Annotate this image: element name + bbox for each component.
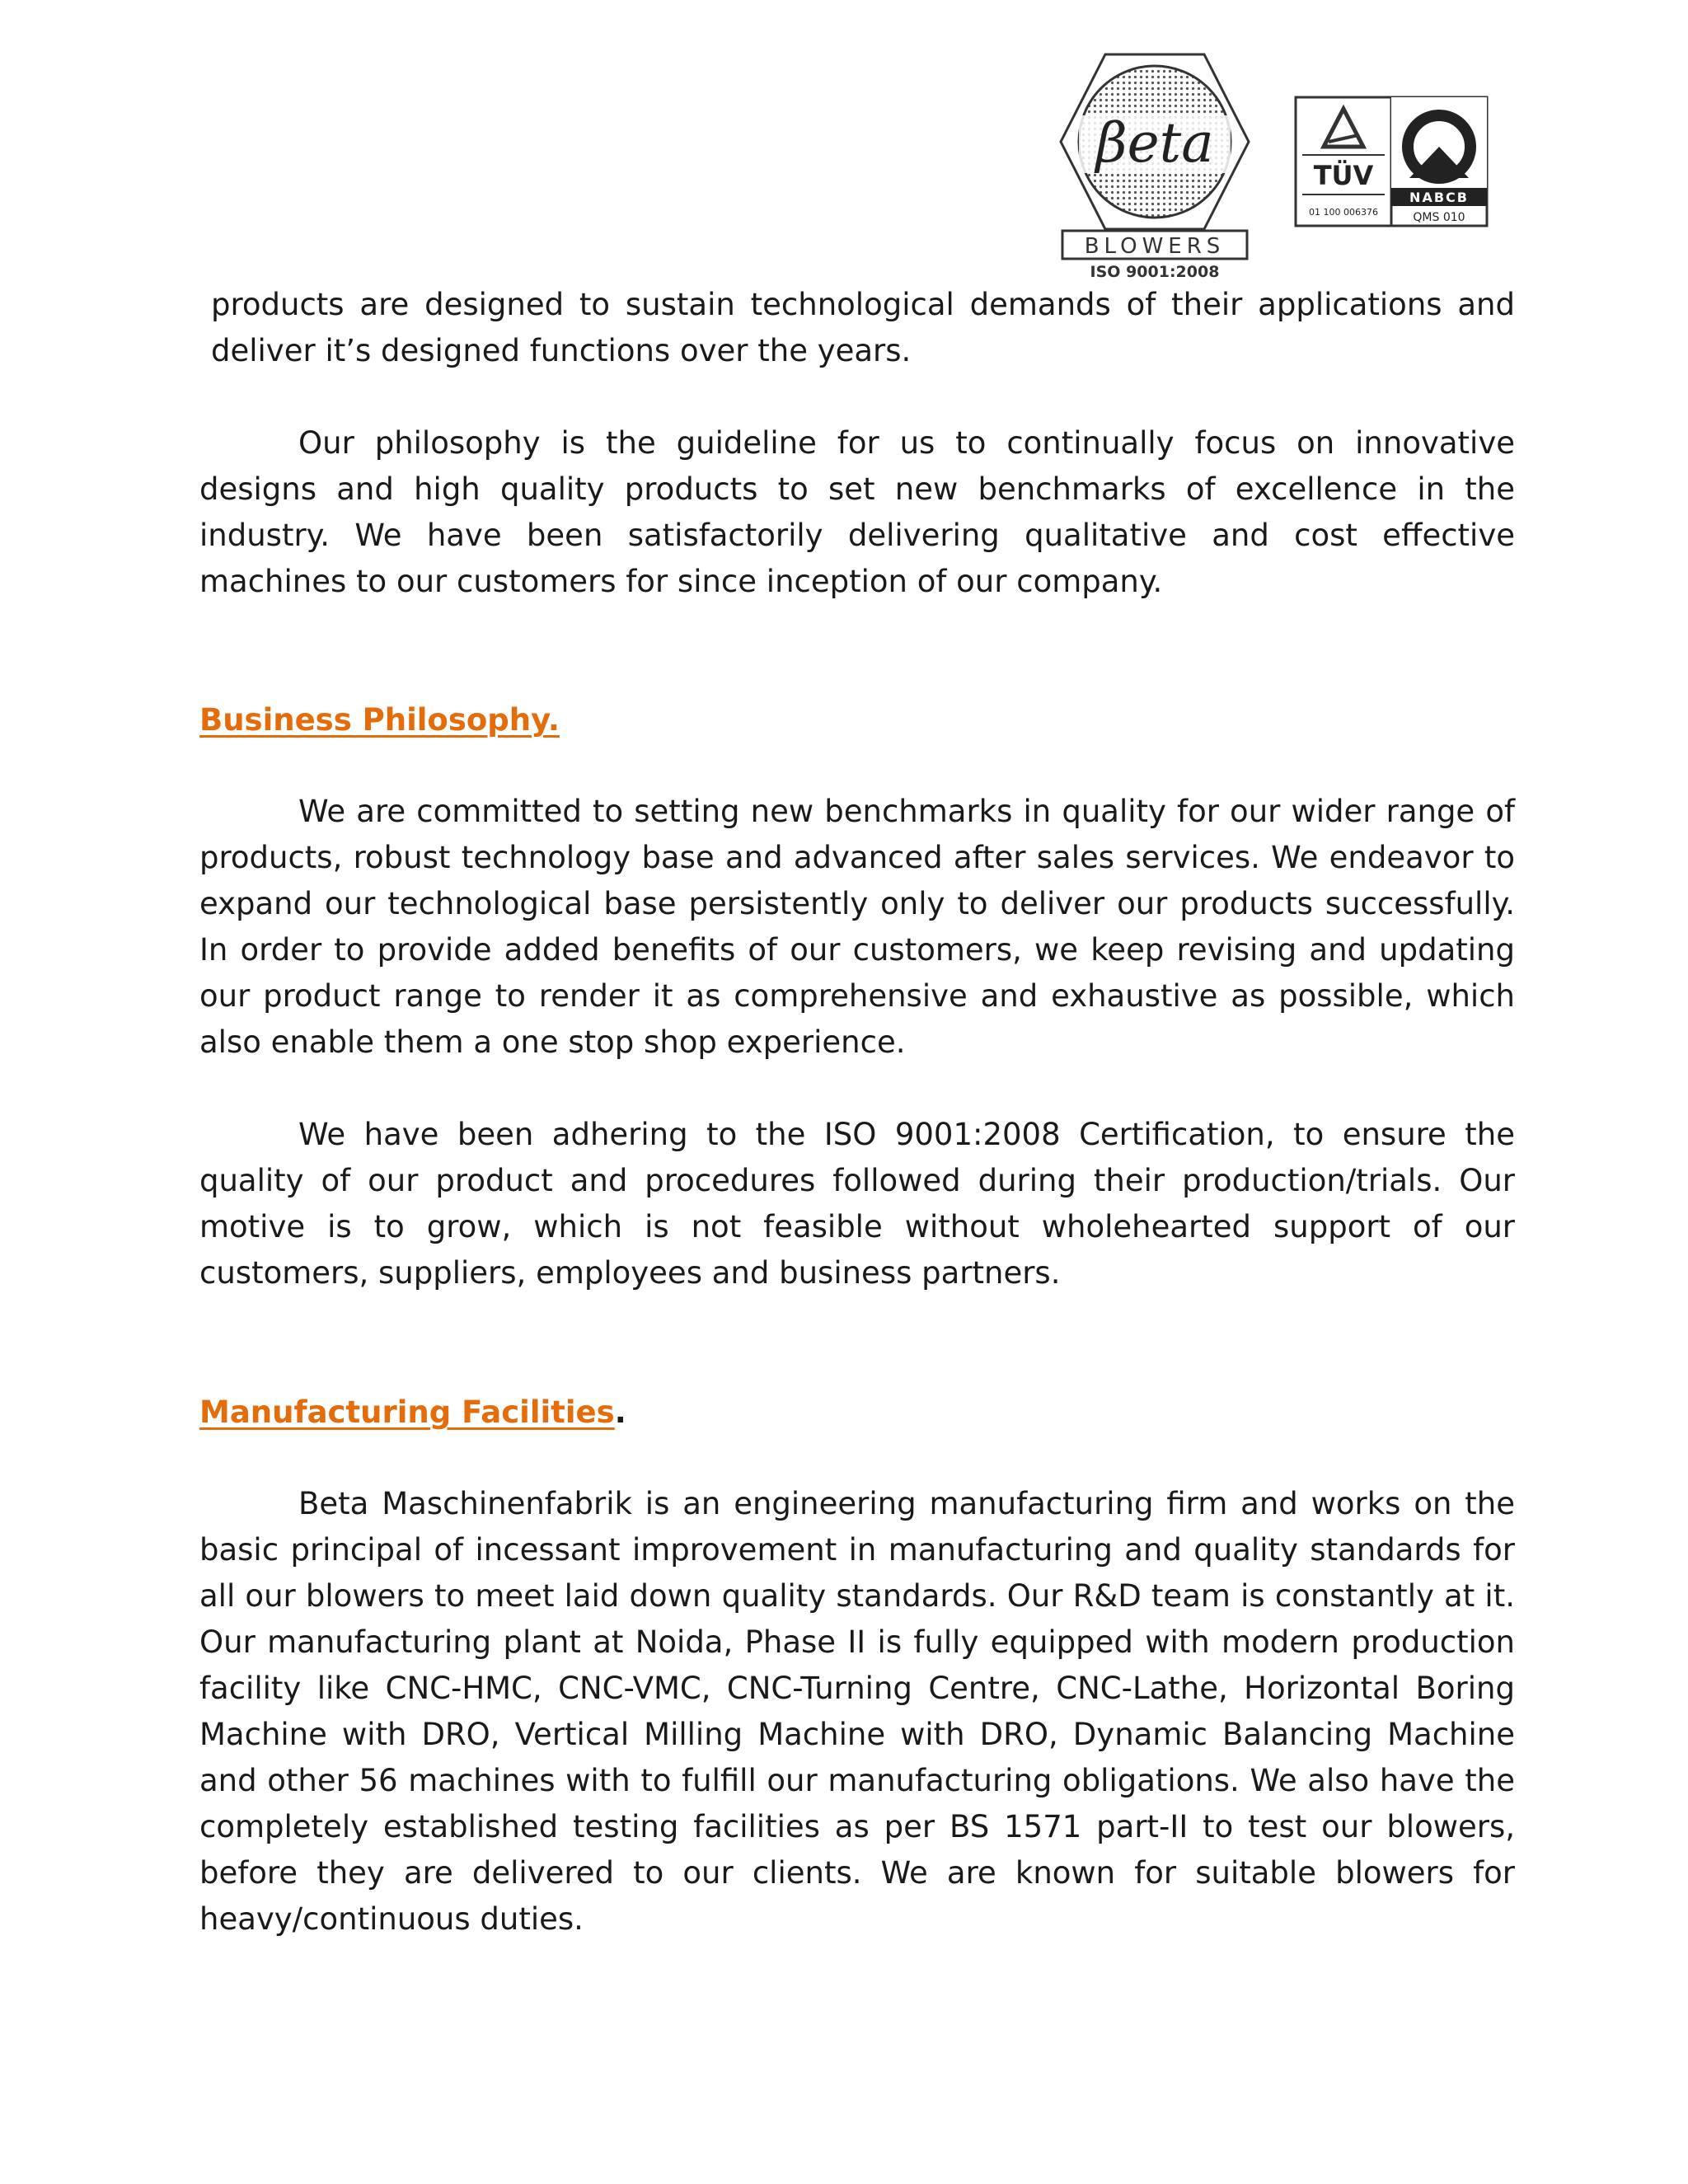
manufacturing-facilities-heading	[199, 1390, 626, 1436]
brand-subtitle: BLOWERS	[1084, 234, 1226, 259]
tuv-label: TÜV	[1313, 160, 1374, 191]
manufacturing-facilities-heading-text: Manufacturing Facilities	[199, 1394, 615, 1430]
manufacturing-paragraph: Beta Maschinenfabrik is an engineering manufacturing firm and works on the basic principal of incessant improvement in manufacturing and quality standards for all our blowers to meet laid down quality standards. Our R&D team is constantly at it. Our manufacturing plant at Noida, Phase II is fully equipped with modern production facility like CNC-HMC, CNC-VMC, CNC-Turning Centre, CNC-Lathe, Horizontal Boring Machine with DRO, Vertical Milling Machine with DRO, Dynamic Balancing Machine and other 56 machines with to fulfill our manufacturing obligations. We also have the completely established testing facilities as per BS 1571 part-II to test our blowers, before they are delivered to our clients. We are known for suitable blowers for heavy/continuous duties.	[199, 1486, 1515, 1937]
tuv-number: 01 100 006376	[1309, 207, 1378, 218]
business-paragraph-2: We have been adhering to the ISO 9001:2008 Certification, to ensure the quality of our product and procedures followed during their production/trials. Our motive is to grow, which is not feasible without wholehearted support of our customers, suppliers, employees and business partners.	[199, 1117, 1515, 1291]
nabcb-badge	[1391, 97, 1487, 224]
business-philosophy-heading-text: Business Philosophy.	[199, 702, 560, 738]
iso-label: ISO 9001:2008	[1090, 263, 1220, 280]
brand-name: βeta	[1095, 111, 1214, 175]
intro-continuation-paragraph: products are designed to sustain technological demands of their applications and deliver it’s designed functions over the years.	[211, 287, 1515, 368]
beta-blowers-logo	[1057, 51, 1252, 280]
manufacturing-heading-punct: .	[614, 1394, 626, 1430]
nabcb-code: QMS 010	[1413, 211, 1465, 224]
philosophy-paragraph: Our philosophy is the guideline for us to continually focus on innovative designs and high quality products to set new benchmarks of excellence in the industry. We have been satisfactorily delivering qualitative and cost effective machines to our customers for since inception of our company.	[199, 425, 1515, 599]
business-philosophy-heading	[199, 697, 560, 743]
business-paragraph-1: We are committed to setting new benchmarks in quality for our wider range of products, robust technology base and advanced after sales services. We endeavor to expand our technological base persistently only to deliver our products successfully. In order to provide added benefits of our customers, we keep revising and updating our product range to render it as comprehensive and exhaustive as possible, which also enable them a one stop shop experience.	[199, 794, 1515, 1060]
certification-badges	[1294, 96, 1489, 227]
nabcb-label: NABCB	[1409, 190, 1469, 205]
